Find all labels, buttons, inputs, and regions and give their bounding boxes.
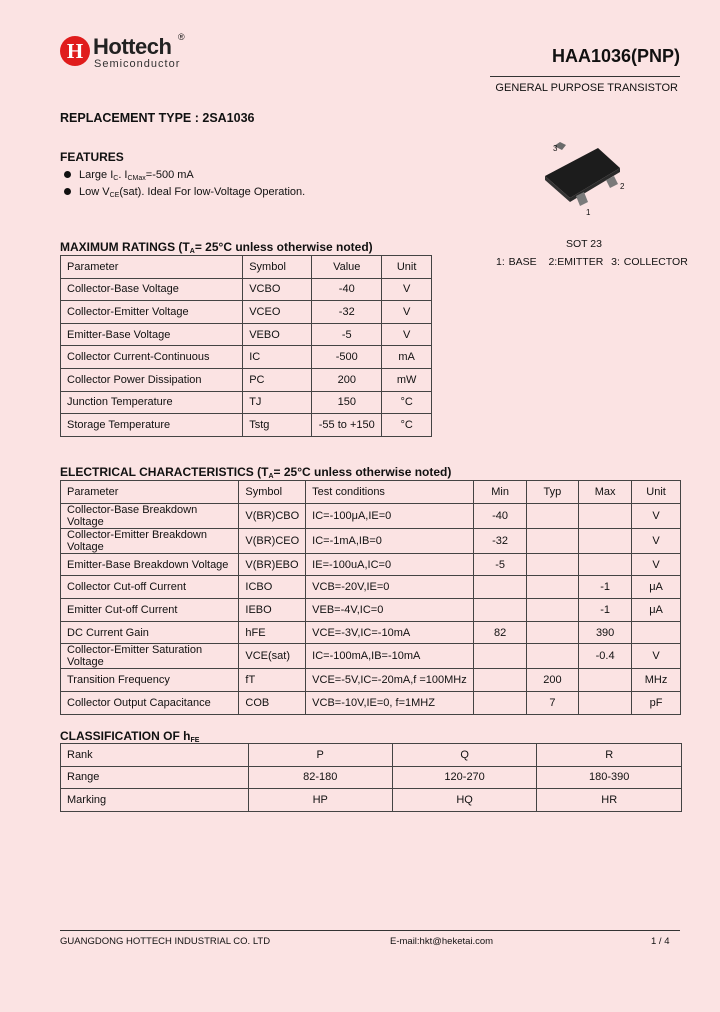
- cell-test-conditions: IC=-100μA,IE=0: [306, 503, 474, 528]
- cell-symbol: V(BR)CEO: [239, 528, 306, 553]
- cell-value: 200: [312, 368, 382, 391]
- pin-label-3: 3: [553, 144, 558, 153]
- cell-parameter: Collector Current-Continuous: [61, 346, 243, 369]
- table-row: [61, 576, 681, 599]
- cell-symbol: V(BR)EBO: [239, 553, 306, 576]
- cell-symbol: V(BR)CBO: [239, 503, 306, 528]
- cell-parameter: DC Current Gain: [61, 621, 239, 644]
- header-max: Max: [579, 481, 632, 504]
- table-row: [61, 553, 681, 576]
- table-row: [61, 744, 682, 767]
- table-row: [61, 323, 432, 346]
- cell-parameter: Collector-Emitter Breakdown Voltage: [61, 528, 239, 553]
- table-row: [61, 414, 432, 437]
- package-pinout: 1: BASE 2:EMITTER 3: COLLECTOR: [496, 256, 688, 268]
- company-logo: [60, 34, 200, 74]
- cell-unit: V: [632, 528, 681, 553]
- cell-test-conditions: IE=-100uA,IC=0: [306, 553, 474, 576]
- cell-parameter: Collector-Base Voltage: [61, 278, 243, 301]
- header-test-conditions: Test conditions: [306, 481, 474, 504]
- cell-value: -500: [312, 346, 382, 369]
- table-row: [61, 368, 432, 391]
- cell-test-conditions: VCB=-20V,IE=0: [306, 576, 474, 599]
- logo-registered-mark: ®: [178, 32, 185, 42]
- cell-min: [474, 692, 526, 715]
- cell-unit: mA: [382, 346, 432, 369]
- cell-value: 150: [312, 391, 382, 414]
- cell-min: 82: [474, 621, 526, 644]
- part-subtitle: GENERAL PURPOSE TRANSISTOR: [495, 82, 678, 94]
- sot23-package-image: [540, 140, 630, 220]
- cell-symbol: VCBO: [243, 278, 312, 301]
- max-ratings-heading: MAXIMUM RATINGS ($T_A= 25^\circ C$ unless otherwise noted): [60, 240, 373, 255]
- cell-typ: 7: [526, 692, 578, 715]
- cell-value: -40: [312, 278, 382, 301]
- cell-unit: μA: [632, 599, 681, 622]
- max-ratings-table: [60, 255, 432, 437]
- feature-item: [64, 169, 194, 182]
- cell-unit: V: [382, 323, 432, 346]
- replacement-type: REPLACEMENT TYPE : 2SA1036: [60, 111, 255, 125]
- cell-typ: [526, 621, 578, 644]
- table-row: [61, 599, 681, 622]
- cell-typ: [526, 644, 578, 669]
- classification-table: [60, 743, 682, 812]
- cell-symbol: hFE: [239, 621, 306, 644]
- cell-typ: [526, 528, 578, 553]
- header-parameter: Parameter: [61, 256, 243, 279]
- cell-unit: mW: [382, 368, 432, 391]
- table-header-row: [61, 481, 681, 504]
- cell-parameter: Emitter-Base Breakdown Voltage: [61, 553, 239, 576]
- cell-p: HP: [248, 789, 392, 812]
- cell-r: 180-390: [537, 766, 682, 789]
- cell-unit: V: [632, 644, 681, 669]
- cell-symbol: ICBO: [239, 576, 306, 599]
- cell-r: R: [537, 744, 682, 767]
- cell-test-conditions: VCB=-10V,IE=0, f=1MHZ: [306, 692, 474, 715]
- cell-symbol: fT: [239, 669, 306, 692]
- logo-brand: Hottech: [93, 34, 172, 59]
- table-row: [61, 278, 432, 301]
- header-value: Value: [312, 256, 382, 279]
- header-unit: Unit: [632, 481, 681, 504]
- cell-p: 82-180: [248, 766, 392, 789]
- cell-unit: V: [382, 278, 432, 301]
- header-typ: Typ: [526, 481, 578, 504]
- logo-letter: H: [66, 39, 84, 63]
- cell-typ: 200: [526, 669, 578, 692]
- cell-symbol: VCEO: [243, 301, 312, 324]
- cell-test-conditions: VCE=-5V,IC=-20mA,f =100MHz: [306, 669, 474, 692]
- table-row: [61, 621, 681, 644]
- cell-unit: pF: [632, 692, 681, 715]
- footer-divider: [60, 930, 680, 931]
- cell-typ: [526, 599, 578, 622]
- cell-min: [474, 644, 526, 669]
- cell-parameter: Junction Temperature: [61, 391, 243, 414]
- cell-min: [474, 669, 526, 692]
- cell-min: -5: [474, 553, 526, 576]
- cell-unit: V: [632, 503, 681, 528]
- features-heading: FEATURES: [60, 150, 124, 164]
- cell-parameter: Collector Cut-off Current: [61, 576, 239, 599]
- cell-unit: MHz: [632, 669, 681, 692]
- table-row: [61, 669, 681, 692]
- cell-unit: [632, 621, 681, 644]
- cell-parameter: Emitter-Base Voltage: [61, 323, 243, 346]
- logo-tagline: Semiconductor: [94, 58, 181, 70]
- cell-r: HR: [537, 789, 682, 812]
- cell-parameter: Collector-Base Breakdown Voltage: [61, 503, 239, 528]
- electrical-characteristics-table: [60, 480, 681, 715]
- footer-page-number: 1 / 4: [651, 936, 670, 947]
- cell-symbol: IC: [243, 346, 312, 369]
- bullet-icon: [64, 171, 71, 178]
- table-row: [61, 503, 681, 528]
- table-row: [61, 346, 432, 369]
- table-row: [61, 528, 681, 553]
- table-row: [61, 789, 682, 812]
- cell-symbol: IEBO: [239, 599, 306, 622]
- cell-symbol: COB: [239, 692, 306, 715]
- cell-max: [579, 503, 632, 528]
- cell-unit: °C: [382, 391, 432, 414]
- classification-heading: CLASSIFICATION OF $h_{FE}$: [60, 729, 200, 744]
- cell-max: -0.4: [579, 644, 632, 669]
- electrical-heading: ELECTRICAL CHARACTERISTICS ($T_A= 25^\circ C$ unless otherwise noted): [60, 465, 452, 480]
- cell-parameter: Storage Temperature: [61, 414, 243, 437]
- footer-email: E-mail:hkt@heketai.com: [390, 936, 494, 947]
- table-row: [61, 301, 432, 324]
- cell-parameter: Emitter Cut-off Current: [61, 599, 239, 622]
- pin-label-2: 2: [620, 182, 625, 191]
- cell-unit: V: [382, 301, 432, 324]
- cell-q: HQ: [392, 789, 537, 812]
- table-row: [61, 692, 681, 715]
- cell-symbol: VEBO: [243, 323, 312, 346]
- cell-typ: [526, 503, 578, 528]
- header-parameter: Parameter: [61, 481, 239, 504]
- cell-max: [579, 669, 632, 692]
- cell-value: -5: [312, 323, 382, 346]
- cell-symbol: VCE(sat): [239, 644, 306, 669]
- cell-unit: μA: [632, 576, 681, 599]
- cell-label: Range: [61, 766, 249, 789]
- cell-q: Q: [392, 744, 537, 767]
- cell-min: [474, 599, 526, 622]
- cell-typ: [526, 576, 578, 599]
- package-name: SOT 23: [566, 238, 602, 250]
- cell-unit: °C: [382, 414, 432, 437]
- header-min: Min: [474, 481, 526, 504]
- cell-test-conditions: VCE=-3V,IC=-10mA: [306, 621, 474, 644]
- cell-parameter: Collector-Emitter Voltage: [61, 301, 243, 324]
- logo-mark: [60, 36, 90, 66]
- pin-label-1: 1: [586, 208, 591, 217]
- cell-max: [579, 553, 632, 576]
- cell-symbol: TJ: [243, 391, 312, 414]
- cell-parameter: Collector Power Dissipation: [61, 368, 243, 391]
- table-row: [61, 391, 432, 414]
- cell-parameter: Collector Output Capacitance: [61, 692, 239, 715]
- cell-parameter: Collector-Emitter Saturation Voltage: [61, 644, 239, 669]
- cell-test-conditions: IC=-1mA,IB=0: [306, 528, 474, 553]
- bullet-icon: [64, 188, 71, 195]
- cell-parameter: Transition Frequency: [61, 669, 239, 692]
- cell-p: P: [248, 744, 392, 767]
- cell-min: -32: [474, 528, 526, 553]
- cell-label: Rank: [61, 744, 249, 767]
- cell-value: -32: [312, 301, 382, 324]
- cell-symbol: Tstg: [243, 414, 312, 437]
- table-header-row: [61, 256, 432, 279]
- cell-label: Marking: [61, 789, 249, 812]
- cell-min: -40: [474, 503, 526, 528]
- cell-max: -1: [579, 576, 632, 599]
- feature-item: [64, 186, 305, 199]
- feature-text-1: Large $I_C$. $I_{CMax}=-500$ mA: [79, 169, 194, 182]
- table-row: [61, 644, 681, 669]
- cell-symbol: PC: [243, 368, 312, 391]
- feature-text-2: Low $V_{CE}(sat)$. Ideal For low-Voltage Operation.: [79, 186, 306, 199]
- cell-max: [579, 692, 632, 715]
- cell-typ: [526, 553, 578, 576]
- cell-test-conditions: VEB=-4V,IC=0: [306, 599, 474, 622]
- cell-value: -55 to +150: [312, 414, 382, 437]
- header-unit: Unit: [382, 256, 432, 279]
- part-number-title: HAA1036(PNP): [551, 46, 680, 66]
- table-row: [61, 766, 682, 789]
- cell-unit: V: [632, 553, 681, 576]
- footer-company: GUANGDONG HOTTECH INDUSTRIAL CO. LTD: [60, 936, 271, 947]
- header-divider: [490, 76, 680, 77]
- cell-max: 390: [579, 621, 632, 644]
- cell-min: [474, 576, 526, 599]
- cell-test-conditions: IC=-100mA,IB=-10mA: [306, 644, 474, 669]
- cell-q: 120-270: [392, 766, 537, 789]
- cell-max: -1: [579, 599, 632, 622]
- header-symbol: Symbol: [243, 256, 312, 279]
- cell-max: [579, 528, 632, 553]
- header-symbol: Symbol: [239, 481, 306, 504]
